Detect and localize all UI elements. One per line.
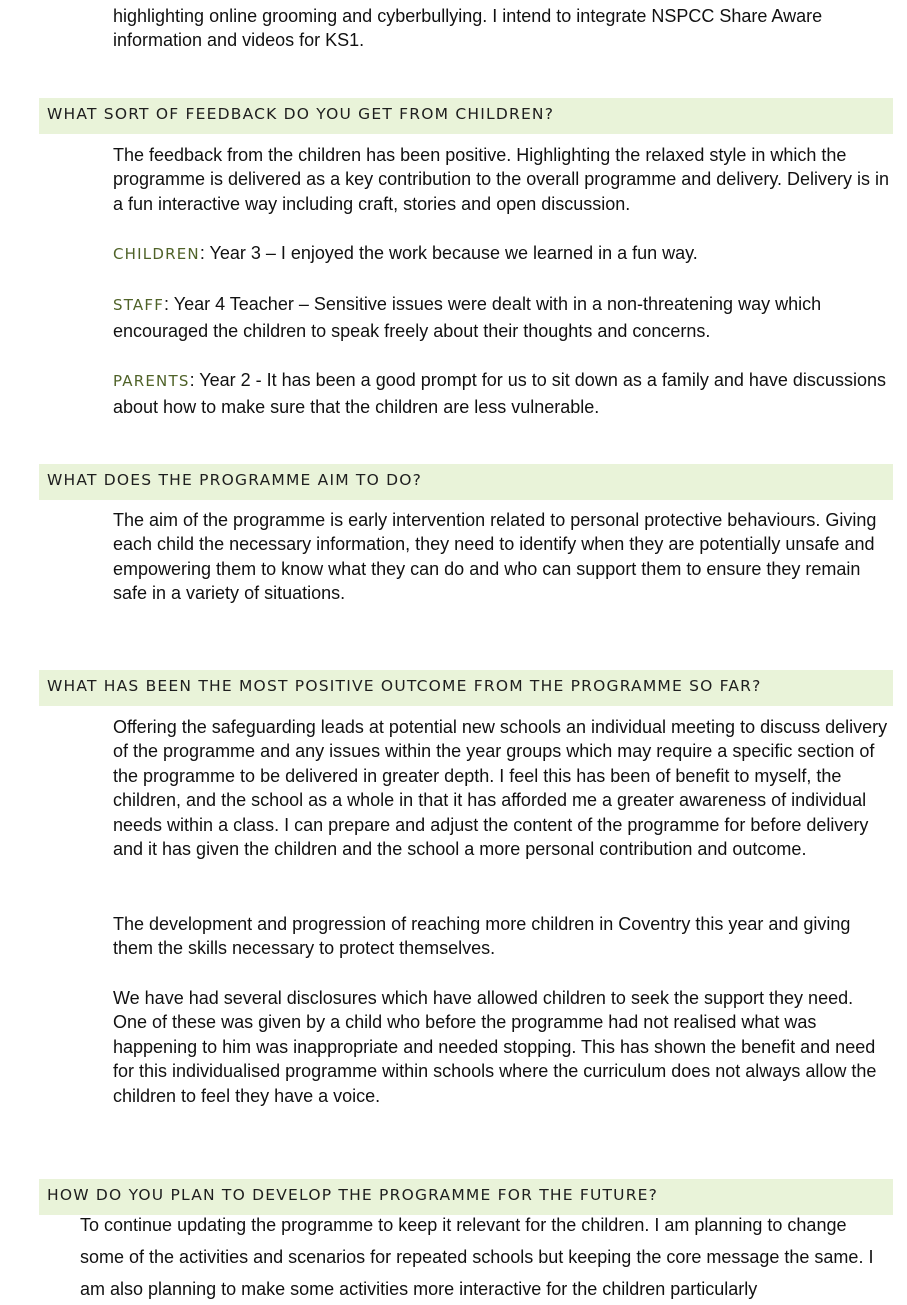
- section-heading-feedback-text: WHAT SORT OF FEEDBACK DO YOU GET FROM CHILDREN?: [47, 105, 555, 123]
- section-heading-outcomes: [39, 670, 893, 706]
- quote-label-staff: STAFF: [113, 296, 165, 314]
- section-heading-future-text: HOW DO YOU PLAN TO DEVELOP THE PROGRAMME FOR THE FUTURE?: [47, 1186, 659, 1204]
- quote-parents: [113, 368, 889, 420]
- outcomes-paragraph-2: The development and progression of reaching more children in Coventry this year and giving them the skills necessary to protect themselves.: [113, 914, 851, 959]
- section-heading-feedback: [39, 98, 893, 134]
- quote-staff: [113, 292, 889, 344]
- quote-label-parents: PARENTS: [113, 372, 190, 390]
- intro-paragraph: highlighting online grooming and cyberbullying. I intend to integrate NSPCC Share Aware information and videos for KS1.: [113, 6, 823, 51]
- quote-children: [113, 241, 889, 266]
- feedback-paragraph: The feedback from the children has been positive. Highlighting the relaxed style in which the programme is delivered as a key contribution to the overall programme and delivery. Delivery is in a fun interactive way including craft, stories and open discussion.: [113, 145, 890, 214]
- quote-text-parents: : Year 2 - It has been a good prompt for us to sit down as a family and have discussions about how to make sure that the children are less vulnerable.: [113, 370, 886, 417]
- section-heading-aims-text: WHAT DOES THE PROGRAMME AIM TO DO?: [47, 471, 423, 489]
- quote-text-staff: : Year 4 Teacher – Sensitive issues were dealt with in a non-threatening way which encouraged the children to speak freely about their thoughts and concerns.: [113, 294, 822, 341]
- outcomes-paragraph-1: Offering the safeguarding leads at potential new schools an individual meeting to discuss delivery of the programme and any issues within the year groups which may require a specific section of the programme to be delivered in greater depth. I feel this has been of benefit to myself, the children, and the school as a whole in that it has afforded me a greater awareness of individual needs within a class. I can prepare and adjust the content of the programme for before delivery and it has given the children and the school a more personal contribution and outcome.: [113, 717, 888, 860]
- aims-paragraph: The aim of the programme is early intervention related to personal protective behaviours. Giving each child the necessary information, they need to identify when they are potentially unsafe and empowering them to know what they can do and who can support them to ensure they remain safe in a variety of situations.: [113, 510, 877, 604]
- outcomes-paragraph-3: We have had several disclosures which have allowed children to seek the support they need. One of these was given by a child who before the programme had not realised what was happening to him was inappropriate and needed stopping. This has shown the benefit and need for this individualised programme within schools where the curriculum does not always allow the children to feel they have a voice.: [113, 988, 877, 1106]
- section-heading-outcomes-text: WHAT HAS BEEN THE MOST POSITIVE OUTCOME FROM THE PROGRAMME SO FAR?: [47, 677, 762, 695]
- future-paragraph: To continue updating the programme to keep it relevant for the children. I am planning to change some of the activities and scenarios for repeated schools but keeping the core message the same. I am also planning to make some activities more interactive for the children particularly: [80, 1215, 874, 1299]
- quote-text-children: : Year 3 – I enjoyed the work because we learned in a fun way.: [199, 243, 698, 263]
- section-heading-aims: [39, 464, 893, 500]
- quote-label-children: CHILDREN: [113, 245, 200, 263]
